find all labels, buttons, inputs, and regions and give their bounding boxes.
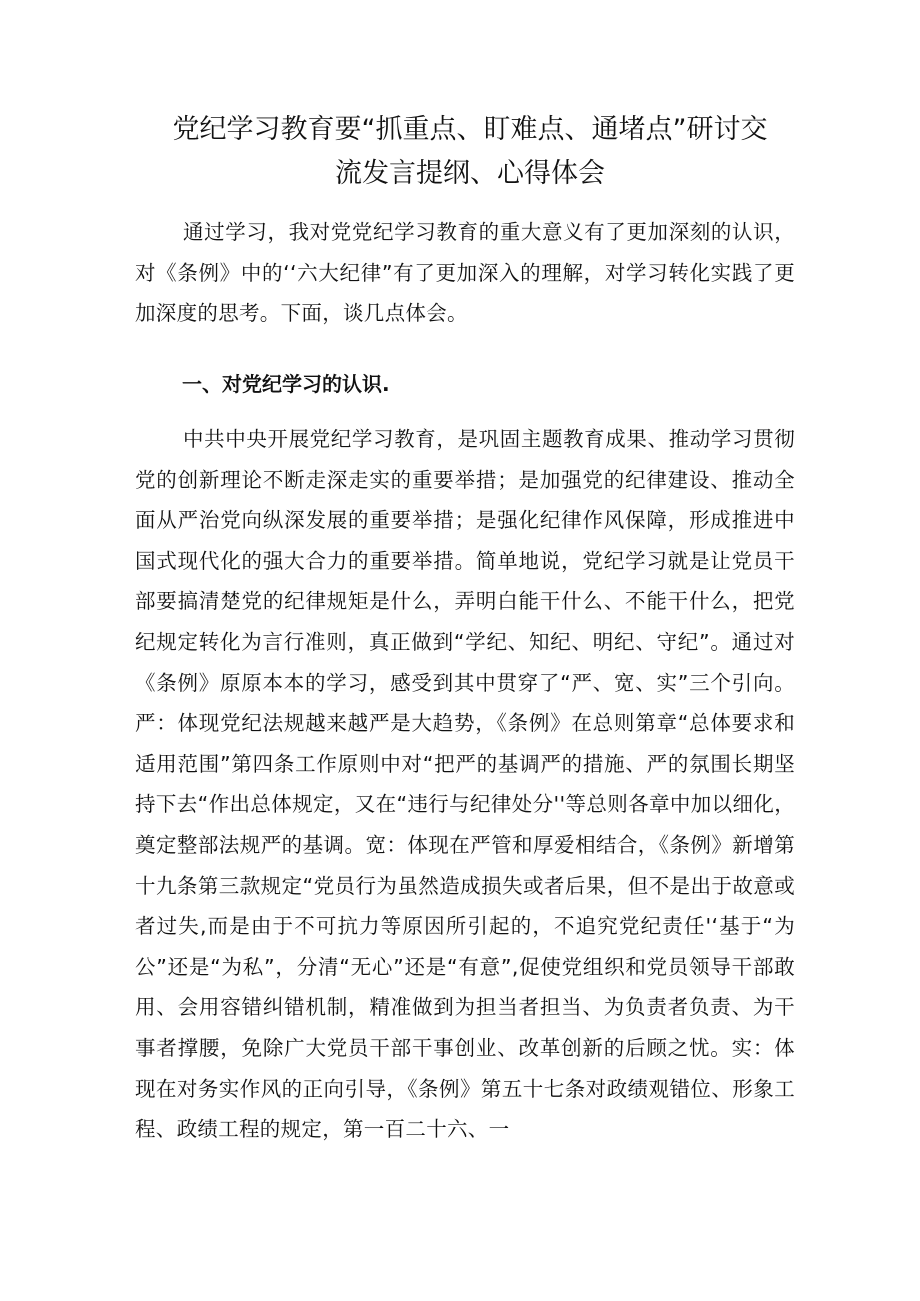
intro-paragraph: 通过学习，我对党党纪学习教育的重大意义有了更加深刻的认识，对《条例》中的‘‘六大纪律”有了更加深入的理解，对学习转化实践了更加深度的思考。下面，谈几点体会。 <box>135 220 795 326</box>
title-line-1: 党纪学习教育要“抓重点、盯难点、通堵点”研讨交 <box>172 114 768 145</box>
title-line-2: 流发言提纲、心得体会 <box>335 158 605 189</box>
document-title <box>140 108 800 196</box>
section-1-paragraph: 中共中央开展党纪学习教育，是巩固主题教育成果、推动学习贯彻党的创新理论不断走深走实的重要举措；是加强党的纪律建设、推动全面从严治党向纵深发展的重要举措；是强化纪律作风保障，形成推进中国式现代化的强大合力的重要举措。简单地说，党纪学习就是让党员干部要搞清楚党的纪律规矩是什么，弄明白能干什么、不能干什么，把党纪规定转化为言行准则，真正做到“学纪、知纪、明纪、守纪”。通过对《条例》原原本本的学习，感受到其中贯穿了“严、宽、实”三个引向。严：体现党纪法规越来越严是大趋势，《条例》在总则第章“总体要求和适用范围”第四条工作原则中对“把严的基调严的措施、严的氛围长期坚持下去“作出总体规定，又在“违行与纪律处分''等总则各章中加以细化，奠定整部法规严的基调。宽：体现在严管和厚爱相结合，《条例》新增第十九条第三款规定“党员行为虽然造成损失或者后果，但不是出于故意或者过失,而是由于不可抗力等原因所引起的，不追究党纪责任'‘基于“为公”还是“为私”，分清“无心”还是“有意”,促使党组织和党员领导干部敢用、会用容错纠错机制，精准做到为担当者担当、为负责者负责、为干事者撑腰，免除广大党员干部干事创业、改革创新的后顾之忧。实：体现在对务实作风的正向引导，《条例》第五十七条对政绩观错位、形象工程、政绩工程的规定，第一百二十六、一 <box>135 427 795 1142</box>
section-1-heading: 一、对党纪学习的认识. <box>182 372 390 396</box>
